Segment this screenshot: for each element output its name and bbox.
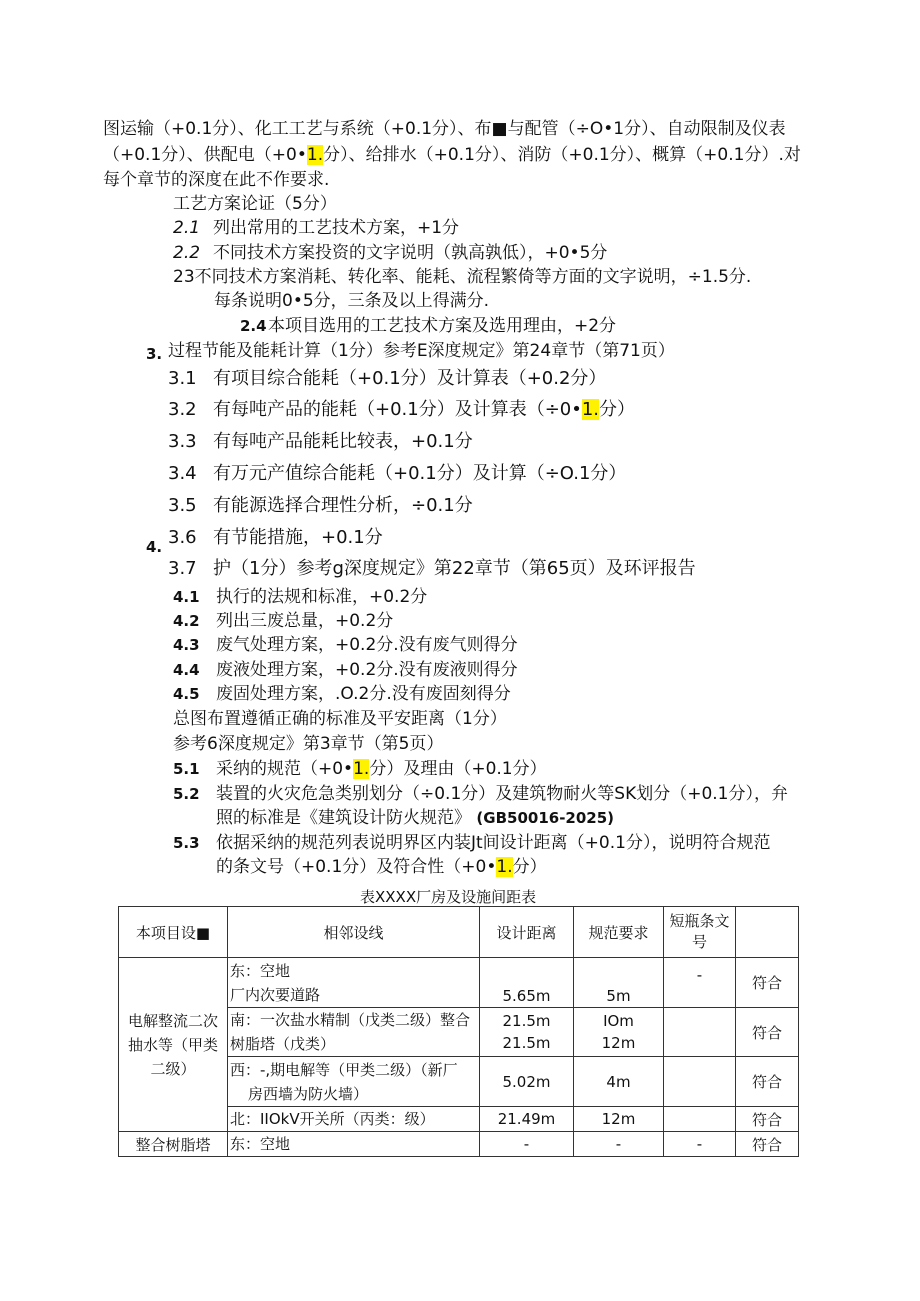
item-5-2-continued: [216, 807, 614, 829]
highlight-mark: 1.: [581, 399, 600, 420]
distance-table: [118, 906, 799, 1157]
intro-line-2-b: 分）、给排水（+0.1分）、消防（+0.1分）、概算（+0.1分）.对: [323, 145, 801, 165]
item-text: 本项目选用的工艺技术方案及选用理由，+2分: [268, 316, 617, 336]
neighbor-cell: [228, 1057, 480, 1107]
design-distance-cell: 5.02m: [480, 1057, 574, 1107]
item-3-7: [168, 558, 696, 580]
item-number: 3.3: [168, 431, 197, 452]
item-4-3: [173, 634, 518, 656]
item-3-5: [168, 495, 473, 517]
item-4-1: [173, 586, 427, 608]
item-5-2: [173, 783, 788, 805]
item-number: 5.3: [173, 834, 200, 852]
item-text: 废气处理方案，+0.2分.没有废气则得分: [216, 635, 518, 655]
section-3-title: 过程节能及能耗计算（1分）参考E深度规定》第24章节（第71页）: [168, 341, 675, 361]
item-text: 有节能措施，+0.1分: [213, 527, 383, 548]
section-4-number: 4.: [146, 538, 163, 556]
item-text: 废固处理方案，.O.2分.没有废固刻得分: [216, 684, 511, 704]
item-text-a: 采纳的规范（+0•: [216, 759, 354, 779]
item-number: 3.6: [168, 527, 197, 548]
item-text: 装置的火灾危急类别划分（÷0.1分）及建筑物耐火等SK划分（+0.1分），弁: [216, 784, 788, 804]
neighbor-cell: 北：IIOkV开关所（丙类：级）: [228, 1107, 480, 1132]
result-cell: 符合: [736, 1008, 799, 1057]
neighbor-cell: [228, 1008, 480, 1057]
item-text: 照的标准是《建筑设计防火规范》: [216, 808, 471, 828]
design-distance-cell: [480, 1008, 574, 1057]
required-line: IOm: [603, 1012, 634, 1030]
design-distance-cell: -: [480, 1132, 574, 1157]
item-2-3-continued: 每条说明0•5分，三条及以上得满分.: [214, 291, 490, 311]
design-line: 21.5m: [502, 1034, 551, 1052]
item-3-1: [168, 368, 606, 390]
item-text: 列出常用的工艺技术方案，+1分: [213, 218, 460, 238]
item-5-3: [173, 832, 770, 854]
item-number: 4.4: [173, 661, 200, 679]
clause-cell: -: [664, 958, 736, 1008]
required-line: 12m: [601, 1034, 636, 1052]
required-distance-cell: [574, 1008, 664, 1057]
item-text: 不同技术方案投资的文字说明（孰高孰低），+0•5分: [213, 243, 608, 263]
neighbor-cell: 东：空地: [228, 1132, 480, 1157]
item-number: 2.4: [240, 317, 267, 335]
result-cell: 符合: [736, 958, 799, 1008]
item-text: 执行的法规和标准，+0.2分: [216, 587, 428, 607]
item-text: 依据采纳的规范列表说明界区内装Jt间设计距离（+0.1分），说明符合规范: [216, 833, 771, 853]
item-text: 护（1分）参考g深度规定》第22章节（第65页）及环评报告: [213, 558, 696, 579]
neighbor-line: 南：一次盐水精制（戊类二级）整合: [230, 1011, 471, 1029]
required-distance-cell: 5m: [574, 958, 664, 1008]
item-number: 4.1: [173, 588, 200, 606]
design-line: 21.5m: [502, 1012, 551, 1030]
required-distance-cell: 4m: [574, 1057, 664, 1107]
item-text-b: 分）: [512, 857, 547, 877]
item-text-a: 的条文号（+0.1分）及符合性（+0•: [216, 857, 497, 877]
highlight-mark: 1.: [353, 759, 370, 779]
section-3-heading: [146, 340, 675, 365]
section-2-title: 工艺方案论证（5分）: [173, 194, 337, 214]
table-row: [119, 1132, 799, 1157]
design-distance-cell: 21.49m: [480, 1107, 574, 1132]
neighbor-line: 东：空地: [230, 961, 291, 980]
header-cell: [736, 907, 799, 958]
neighbor-line: 厂内次要道路: [230, 985, 321, 1004]
neighbor-line: 树脂塔（戊类）: [230, 1035, 336, 1053]
item-2-3: 23不同技术方案消耗、转化率、能耗、流程繁倚等方面的文字说明，÷1.5分.: [173, 267, 752, 287]
facility-cell: 整合树脂塔: [119, 1132, 228, 1157]
required-distance-cell: -: [574, 1132, 664, 1157]
neighbor-line: 西：-,期电解等（甲类二级）（新厂: [230, 1060, 458, 1079]
item-number: 4.3: [173, 636, 200, 654]
item-text: 有项目综合能耗（+0.1分）及计算表（+0.2分）: [213, 368, 607, 389]
header-cell: 短瓶条文号: [664, 907, 736, 958]
item-text: 废液处理方案，+0.2分.没有废液则得分: [216, 660, 518, 680]
item-number: 3.5: [168, 495, 197, 516]
intro-line-1: 图运输（+0.1分）、化工工艺与系统（+0.1分）、布■与配管（÷O•1分）、自动限制及仪表: [103, 119, 786, 139]
header-cell: 规范要求: [574, 907, 664, 958]
neighbor-cell: [228, 958, 480, 1008]
table-row: [119, 958, 799, 1008]
item-number: 3.7: [168, 558, 197, 579]
design-distance-cell: 5.65m: [480, 958, 574, 1008]
header-cell: 设计距离: [480, 907, 574, 958]
result-cell: 符合: [736, 1107, 799, 1132]
intro-line-2: [103, 144, 801, 166]
item-number: 4.2: [173, 612, 200, 630]
section-number: 3.: [146, 345, 163, 363]
intro-line-3: 每个章节的深度在此不作要求.: [103, 170, 330, 190]
clause-cell: [664, 1008, 736, 1057]
highlight-mark: 1.: [496, 857, 513, 877]
clause-cell: [664, 1107, 736, 1132]
neighbor-line: 房西墙为防火墙）: [248, 1084, 369, 1103]
section-5-title: 总图布置遵循正确的标准及平安距离（1分）: [173, 709, 507, 729]
clause-cell: -: [664, 1132, 736, 1157]
item-3-3: [168, 431, 473, 453]
intro-line-2-a: （+0.1分）、供配电（+0•: [103, 145, 307, 165]
item-3-4: [168, 463, 626, 485]
item-4-2: [173, 610, 393, 632]
facility-cell: 电解整流二次抽水等（甲类二级）: [119, 958, 228, 1132]
item-text: 列出三废总量，+0.2分: [216, 611, 394, 631]
result-cell: 符合: [736, 1132, 799, 1157]
item-5-3-continued: [216, 856, 547, 878]
item-number: 2.1: [173, 218, 201, 238]
result-cell: 符合: [736, 1057, 799, 1107]
item-number: 5.2: [173, 785, 200, 803]
item-number: 2.2: [173, 243, 201, 263]
item-3-2: [168, 399, 635, 421]
item-2-1: [173, 217, 459, 239]
item-text-b: 分）: [599, 399, 636, 420]
header-cell: 本项目设■: [119, 907, 228, 958]
item-text: 有万元产值综合能耗（+0.1分）及计算（÷O.1分）: [213, 463, 627, 484]
item-number: 5.1: [173, 760, 200, 778]
item-number: 3.4: [168, 463, 197, 484]
item-number: 4.5: [173, 685, 200, 703]
item-2-4: [240, 315, 616, 337]
item-text: 有每吨产品能耗比较表，+0.1分: [213, 431, 473, 452]
item-text-a: 有每吨产品的能耗（+0.1分）及计算表（÷0•: [213, 399, 582, 420]
clause-cell: [664, 1057, 736, 1107]
item-number: 3.1: [168, 368, 197, 389]
table-header-row: [119, 907, 799, 958]
item-3-6: [168, 527, 383, 549]
item-2-2: [173, 242, 607, 264]
item-text: 有能源选择合理性分析，÷0.1分: [213, 495, 473, 516]
item-number: 3.2: [168, 399, 197, 420]
item-text-b: 分）及理由（+0.1分）: [369, 759, 547, 779]
item-4-5: [173, 683, 511, 705]
standard-code: (GB50016-2025): [476, 809, 615, 827]
section-5-reference: 参考6深度规定》第3章节（第5页）: [173, 734, 444, 754]
required-distance-cell: 12m: [574, 1107, 664, 1132]
table-caption: 表XXXX厂房及设施间距表: [360, 888, 537, 906]
item-4-4: [173, 659, 518, 681]
item-5-1: [173, 758, 547, 780]
header-cell: 相邻设线: [228, 907, 480, 958]
highlight-mark: 1.: [306, 145, 324, 165]
